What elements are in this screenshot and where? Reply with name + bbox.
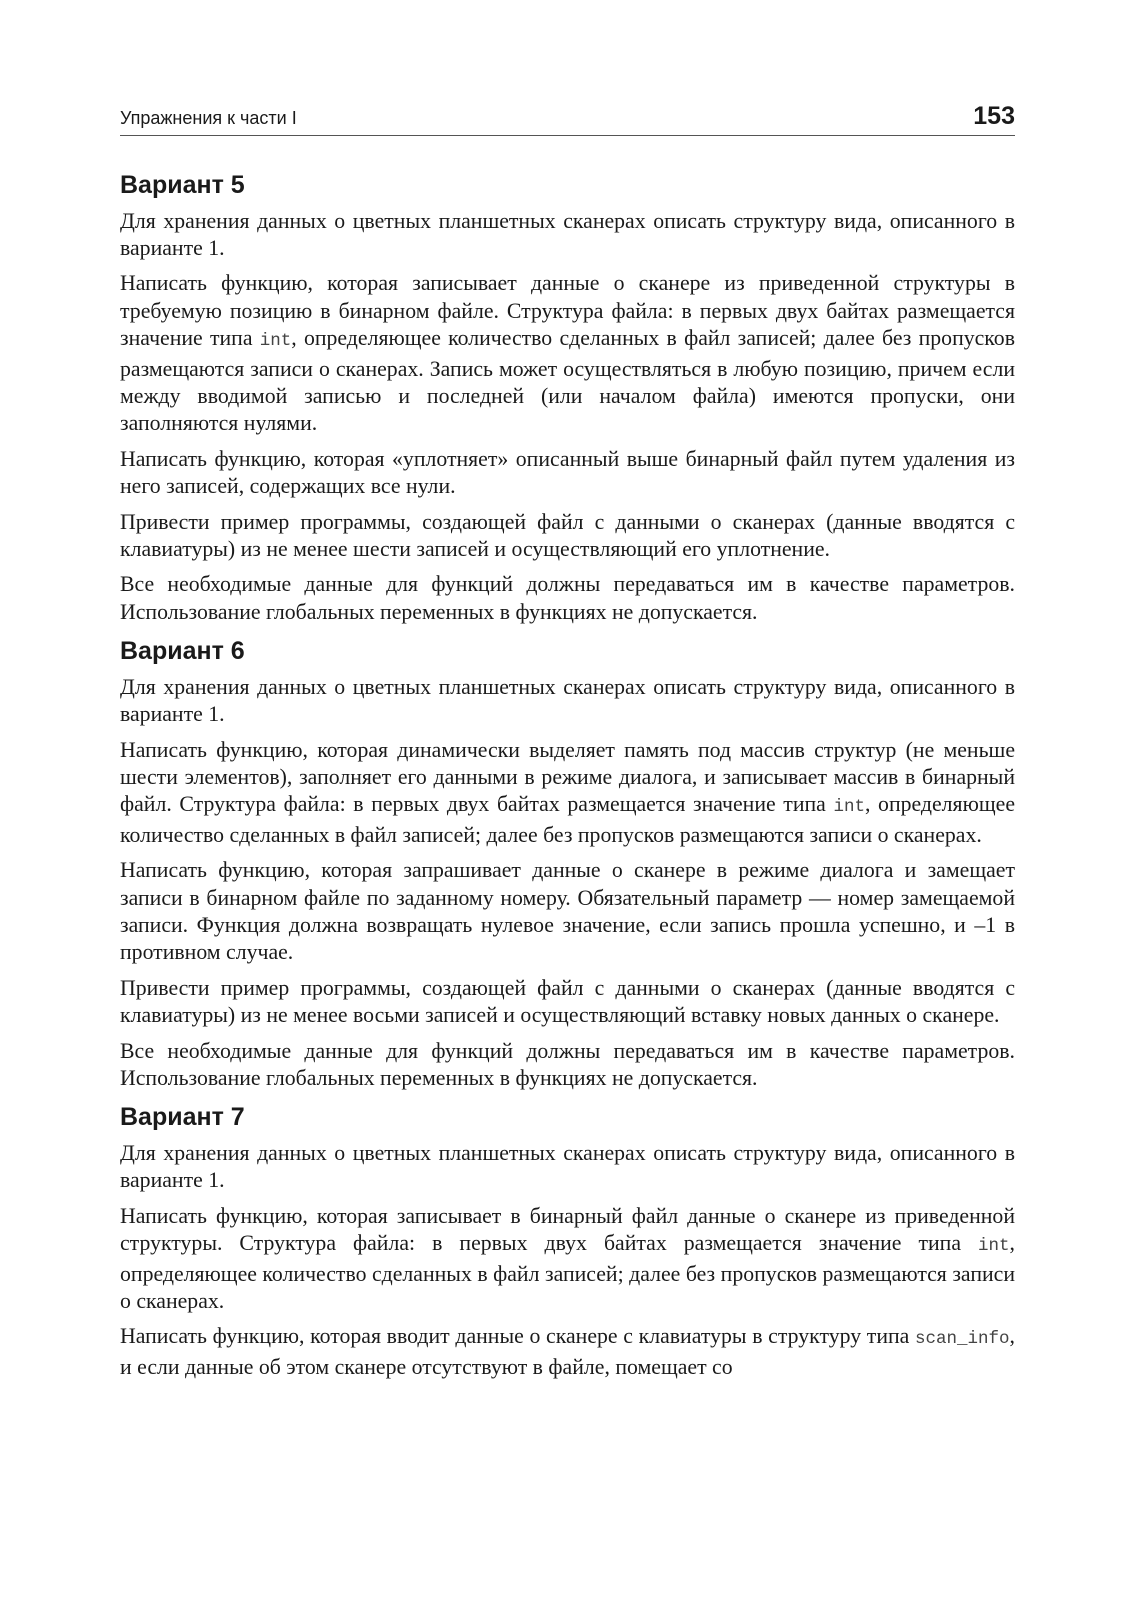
chapter-title: Упражнения к части I [120, 108, 297, 128]
paragraph-text: Написать функцию, которая записывает данные о сканере из приведенной структуры в требуемую позицию в бинарном файле. Структура файла: в первых двух байтах размещается значение типа [120, 271, 1015, 351]
running-header [120, 104, 1015, 136]
body-paragraph [120, 446, 1015, 501]
section-heading: Вариант 5 [120, 171, 245, 199]
paragraph-text: , определяющее количество сделанных в файл записей; далее без пропусков размещаются записи о сканерах. [120, 1231, 1015, 1313]
paragraph-text: Для хранения данных о цветных планшетных сканерах описать структуру вида, описанного в варианте 1. [120, 208, 1015, 260]
body-paragraph [120, 857, 1015, 967]
paragraph-text: Написать функцию, которая динамически выделяет память под массив структур (не меньше шести элементов), заполняет его данными в режиме диалога, и записывает массив в бинарный файл. Структура файла: в первых двух байтах размещается значение типа [120, 737, 1015, 817]
paragraph-text: Написать функцию, которая «уплотняет» описанный выше бинарный файл путем удаления из него записей, содержащих все нули. [120, 446, 1015, 499]
paragraph-text: Все необходимые данные для функций должны передаваться им в качестве параметров. Использование глобальных переменных в функциях не допускается. [120, 572, 1015, 624]
code-term: int [259, 331, 292, 352]
paragraph-text: Написать функцию, которая запрашивает данные о сканере в режиме диалога и замещает записи в бинарном файле по заданному номеру. Обязательный параметр — номер замещаемой записи. Функция должна возвращать нулевое значение, если запись прошла успешно, и –1 в противном случае. [120, 858, 1015, 965]
section-heading: Вариант 7 [120, 1103, 245, 1132]
body-paragraph [120, 571, 1015, 626]
body-paragraph [120, 1323, 1015, 1381]
paragraph-text: Привести пример программы, создающей файл с данными о сканерах (данные вводятся с клавиатуры) из не менее восьми записей и осуществляющий вставку новых данных о сканере. [120, 975, 1015, 1028]
body-paragraph [120, 509, 1015, 564]
body-paragraph [120, 737, 1015, 850]
body-paragraph [120, 208, 1015, 263]
section-variant [120, 1104, 1015, 1381]
paragraph-text: Для хранения данных о цветных планшетных сканерах описать структуру вида, описанного в варианте 1. [120, 1140, 1015, 1193]
section-heading: Вариант 6 [120, 637, 245, 666]
section-variant [120, 172, 1015, 626]
body-paragraph [120, 270, 1015, 437]
paragraph-text: Написать функцию, которая вводит данные о сканере с клавиатуры в структуру типа [120, 1324, 916, 1349]
body-paragraph [120, 975, 1015, 1030]
code-term: scan_info [915, 1329, 1010, 1350]
code-term: int [833, 797, 865, 818]
content [120, 172, 1015, 1381]
paragraph-text: Все необходимые данные для функций должны передаваться им в качестве параметров. Использование глобальных переменных в функциях не допускается. [120, 1038, 1015, 1090]
paragraph-text: , определяющее количество сделанных в файл записей; далее без пропусков размещаются записи о сканерах. Запись может осуществляться в любую позицию, причем если между вводимой записью и последней (или началом файла) имеются пропуски, они заполняются нулями. [120, 326, 1015, 436]
paragraph-text: , и если данные об этом сканере отсутствуют в файле, помещает со [120, 1324, 1015, 1379]
body-paragraph [120, 674, 1015, 729]
paragraph-text: Написать функцию, которая записывает в бинарный файл данные о сканере из приведенной структуры. Структура файла: в первых двух байтах размещается значение типа [120, 1203, 1015, 1256]
paragraph-text: , определяющее количество сделанных в файл записей; далее без пропусков размещаются записи о сканерах. [120, 792, 1015, 847]
body-paragraph [120, 1038, 1015, 1093]
body-paragraph [120, 1203, 1015, 1316]
code-term: int [978, 1236, 1010, 1257]
section-variant [120, 638, 1015, 1092]
paragraph-text: Привести пример программы, создающей файл с данными о сканерах (данные вводятся с клавиатуры) из не менее шести записей и осуществляющий его уплотнение. [120, 509, 1015, 561]
page [120, 104, 1015, 1389]
paragraph-text: Для хранения данных о цветных планшетных сканерах описать структуру вида, описанного в варианте 1. [120, 674, 1015, 727]
page-number: 153 [973, 102, 1015, 130]
body-paragraph [120, 1140, 1015, 1195]
